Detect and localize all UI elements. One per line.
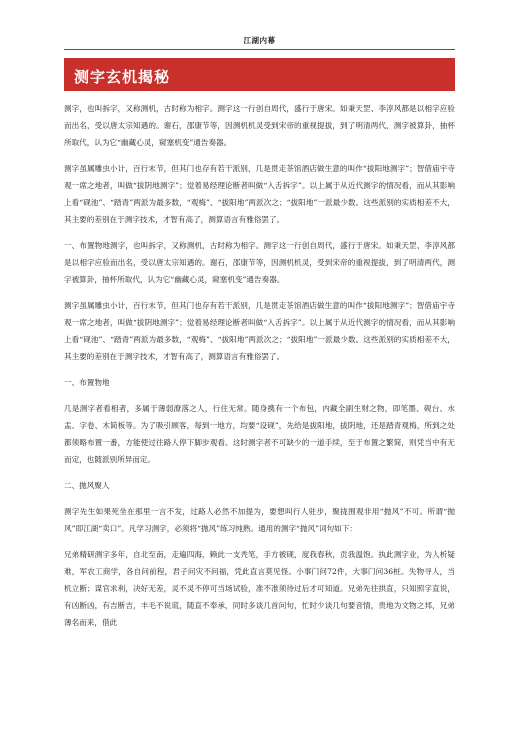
paragraph: 测字先生如果死坐在那里一言不发，过路人必然不加提为，要想叫行人驻步，聚拢围观非用“抛风”不可。所谓“抛风”即江湖“卖口”。凡学习测字，必须将“抛风”练习纯熟。通用的测字“抛风”词句如下：	[64, 507, 455, 533]
paragraph: 几是测字者看相者，多属于薄弱潦落之人，行住无常。随身携有一个布包，内藏全副生财之物，即笔墨、砚台、水盂、字卷、木简板等。为了吸引顾客，每到一地方，均要“设砚”，先给是拔阳地，拔阴地，还是踏青观梅，所到之处都须略布置一番，方能使过往路人停下脚步观看。这时测字者不可缺少的一道手续，至于布置之繁简，则凭当中有无而定，也随派别所异而定。	[64, 404, 455, 464]
running-header: 江湖内幕	[243, 36, 276, 45]
paragraph: 一、布置物地测字，也叫拆字，又称测机，古时称为相字。测字这一行创自周代，盛行于唐宋。如秉天罡、李淳风都是以相字应验而出名，受以唐太宗知遇的。谢石，邵康节等，因测机机灵，受到宋帝的重视提拔，到了明清两代，测字被算卦，抽杯所取代，认为它“幽藏心灵，窥塞机变”通告奏器。	[64, 241, 455, 284]
page-title: 测字玄机揭秘	[74, 68, 171, 86]
section-heading: 一、布置物地	[64, 378, 110, 387]
paragraph: 测字虽属雕虫小计，百行末节，但其门也存有若干派别，几是贯走茶馆酒店做生意的叫作“拔阳地测字”；智借庙宇寺观一席之地者，叫做“拔阴地测字”；觉着易经理论断者叫做“入舌拆字”。以上属于从近代测字的情况看，而从其影响上看“砚池”、“踏青”两派为最多数，“观梅”、“拔阳地”两派次之；“拔阳地”一派最少数。这些派别的实质相差不大，其主要的差别在于测字技术，才智有高了，测算语言有雅俗罢了。	[64, 301, 455, 361]
paragraph: 测字，也叫拆字，又称测机，古时称为相字。测字这一行创自周代，盛行于唐宋。如秉天罡、李淳风都是以相字应验而出名，受以唐太宗知遇的。谢石，邵康节等，因测机机灵受到宋帝的重视提拔，到了明清两代，测字被算卦，抽杯所取代，认为它“幽藏心灵，窥塞机变”通告奏器。	[64, 104, 455, 147]
header-divider	[64, 49, 455, 50]
section-heading: 二、抛风聚人	[64, 481, 110, 490]
title-banner	[64, 58, 455, 91]
paragraph: 测字虽属雕虫小计，百行末节，但其门也存有若干派别，几是贯走茶馆酒店做生意的叫作“拔阳地测字”；智借庙宇寺观一席之地者，叫做“拔阴地测字”；觉着易经理论断者叫做“入舌拆字”。以上属于从近代测字的情况看，而从其影响上看“砚池”、“踏青”两派为最多数，“观梅”、“拔阳地”两派次之；“拔阳地”一派最少数。这些派别的实质相差不大，其主要的差别在于测字技术，才智有高了，测算语言有雅俗罢了。	[64, 164, 455, 224]
paragraph: 兄弟精研测字多年，自北至南，走遍四海，赖此一支秃笔，手方被砚，度我春秋，贡我温饱。执此测字业，为人析疑难，军农工商学，各自问前程，君子问灾不问福，凭此直言莫见怪。小事门问72件，大事门问36桩。失物寻人，当机立断；谋官求利，决好无差，灵不灵不停可当场试验，准不准须待过后才可知道。兄弟先往拱直，只知照字直说，有凶断凶，有吉断吉，丰毛不说谎，随直不奉承，同时多谈几首问句，忙时少谈几句要音情，贵地为文物之邦，兄弟薄名而来，借此	[64, 550, 455, 627]
article-body	[64, 100, 455, 640]
